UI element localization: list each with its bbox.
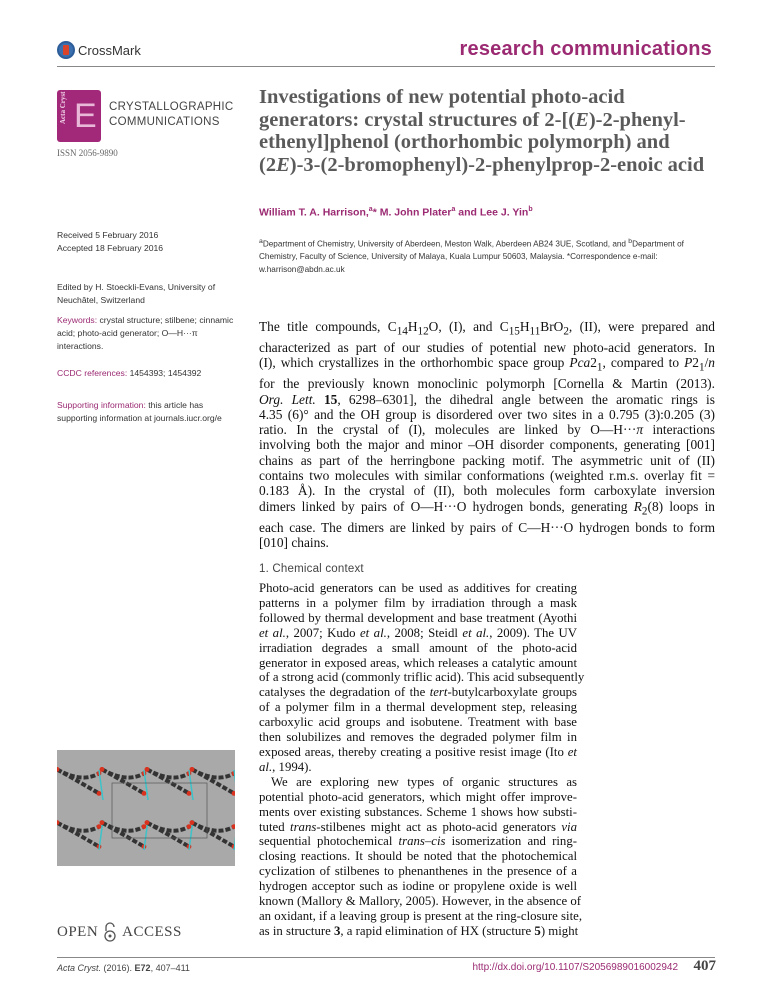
text-run: )-2-phenyl- xyxy=(588,108,686,131)
text-run: a xyxy=(259,238,263,245)
oxygen-atom xyxy=(142,791,147,796)
text-line xyxy=(259,581,577,596)
text-run: E xyxy=(276,153,290,176)
text-line xyxy=(259,131,719,154)
text-line xyxy=(259,775,577,790)
text-run: then solubilizes and removes the degraded polymer film in xyxy=(259,730,577,745)
text-run: sequential photochemical xyxy=(259,834,399,849)
doi-link[interactable]: http://dx.doi.org/10.1107/S2056989016002942 xyxy=(472,962,678,973)
journal-logo xyxy=(57,90,101,142)
text-run: π xyxy=(636,422,644,438)
text-run: characterized as part of our studies of potential new photo-acid generators. In xyxy=(259,339,715,355)
body-text xyxy=(259,581,585,939)
text-line xyxy=(259,834,577,849)
text-line xyxy=(259,656,577,671)
text-run: 2 xyxy=(563,325,569,338)
text-run: * M. John Plater xyxy=(372,206,452,219)
text-run: followed by thermal development and base treatment (Ayothi xyxy=(259,610,577,625)
text-run: hydrogen acceptor such as iodine or propylene oxide is well xyxy=(259,879,577,894)
text-line xyxy=(259,894,582,909)
text-run: , compared to xyxy=(602,355,685,371)
text-line xyxy=(259,86,719,109)
abstract xyxy=(259,319,715,550)
text-run: 2 xyxy=(590,355,597,371)
text-run: Org. Lett. xyxy=(259,391,316,407)
citation xyxy=(57,963,190,973)
text-run: et al. xyxy=(259,625,286,640)
oxygen-atom xyxy=(100,767,105,772)
crossmark-label: CrossMark xyxy=(78,42,141,58)
logo-side-text: Acta Cryst xyxy=(59,91,67,124)
text-run: Department of Chemistry, University of Aberdeen, Meston Walk, Aberdeen AB24 3UE, Scotland, and xyxy=(262,239,629,249)
text-run: ) might xyxy=(540,923,579,938)
text-run: known (Mallory & Mallory, 2005). However, in the absence of xyxy=(259,894,582,909)
text-run: via xyxy=(561,819,577,834)
article-title xyxy=(259,86,719,176)
text-run: ethenyl]phenol (orthorhombic polymorph) and xyxy=(259,131,670,154)
text-line xyxy=(259,407,715,422)
open-lock-icon xyxy=(103,922,117,942)
text-run: [010] chains. xyxy=(259,534,329,550)
text-line xyxy=(259,453,715,468)
text-line xyxy=(259,745,577,760)
text-run: 1 xyxy=(698,361,705,374)
text-run: a xyxy=(368,206,373,213)
oxygen-atom xyxy=(187,791,192,796)
text-run: )-3-(2-bromophenyl)-2-phenylprop-2-enoic acid xyxy=(289,153,705,176)
text-line xyxy=(259,670,585,685)
text-run: 15 xyxy=(508,325,520,338)
supporting-info xyxy=(57,399,243,425)
text-run: , 2007; Kudo xyxy=(285,625,360,640)
text-line xyxy=(259,154,719,177)
text-line xyxy=(259,535,715,550)
text-run: patterns in a polymer film by irradiation through a mask xyxy=(259,595,577,610)
text-run: Investigations of new potential photo-acid xyxy=(259,86,625,108)
text-line xyxy=(259,392,715,407)
oxygen-atom xyxy=(190,820,195,825)
text-run: tuted xyxy=(259,819,291,834)
text-run: R xyxy=(633,498,642,514)
molecule xyxy=(102,823,144,847)
text-run: -stilbenes might act as photo-acid generators xyxy=(316,819,562,834)
text-run: O, (I), and C xyxy=(428,319,509,334)
text-run: trans–cis xyxy=(398,834,446,849)
oxygen-atom xyxy=(145,767,150,772)
text-run: each case. The dimers are linked by pairs of C—H···O hydrogen bonds to form xyxy=(259,519,715,535)
text-line xyxy=(259,820,577,835)
text-run xyxy=(316,392,324,407)
text-run: b xyxy=(528,206,533,213)
text-line xyxy=(259,264,717,277)
text-run: for the previously known monoclinic polymorph [Cornella & Martin (2013). xyxy=(259,376,715,392)
text-run: of a strong acid (commonly triflic acid). This acid subsequently xyxy=(259,670,585,685)
text-line xyxy=(259,596,577,611)
oxygen-atom xyxy=(142,824,147,829)
text-run: an oxidant, if a leaving group is present at the ring-closure site, xyxy=(259,908,583,923)
text-line xyxy=(259,483,715,498)
text-run: William T. A. Harrison, xyxy=(259,206,369,219)
text-line xyxy=(259,626,577,641)
received-date: Received 5 February 2016 xyxy=(57,230,159,240)
ccdc-label: CCDC references: xyxy=(57,368,128,378)
text-run: Photo-acid generators can be used as additives for creating xyxy=(259,581,577,595)
text-line xyxy=(259,468,715,483)
text-line xyxy=(259,376,715,391)
text-run: The title compounds, C xyxy=(259,319,397,334)
text-run: 12 xyxy=(417,325,429,338)
crystal-packing-figure xyxy=(57,750,235,866)
text-run: al. xyxy=(259,759,273,774)
header-rule xyxy=(57,66,715,67)
crystal-packing-image xyxy=(57,750,235,866)
text-run: w.harrison@abdn.ac.uk xyxy=(259,264,345,274)
supporting-info-text: this article has supporting information at journals.iucr.org/e xyxy=(57,400,222,423)
text-run: H xyxy=(519,319,530,334)
oxygen-atom xyxy=(97,791,102,796)
ccdc-references xyxy=(57,367,243,380)
molecule xyxy=(57,823,99,847)
text-line xyxy=(259,849,577,864)
text-run: Acta Cryst. xyxy=(57,963,102,973)
text-line xyxy=(259,790,577,805)
supporting-info-label[interactable]: Supporting information: xyxy=(57,400,146,410)
text-run: 2 xyxy=(641,505,648,518)
text-line xyxy=(259,700,577,715)
text-run: , 1994). xyxy=(272,759,312,774)
molecule xyxy=(147,823,189,847)
text-run: chains as part of the herringbone packing motif. The asymmetric unit of (II) xyxy=(259,452,715,468)
text-line xyxy=(259,499,715,520)
issn: ISSN 2056-9890 xyxy=(57,148,118,158)
text-run: BrO xyxy=(540,319,564,334)
text-run: 0.183 Å). In the crystal of (II), both molecules form carboxylate inversion xyxy=(259,483,715,499)
edited-by: Edited by H. Stoeckli-Evans, University of Neuchâtel, Switzerland xyxy=(57,282,216,305)
text-line xyxy=(259,611,577,626)
text-line xyxy=(259,422,715,437)
text-line xyxy=(259,685,577,700)
text-run: 4.35 (6)° and the OH group is disordered over two sites in a 0.795 (3):0.205 (3) xyxy=(259,406,715,422)
text-line xyxy=(259,805,577,820)
keywords-label: Keywords: xyxy=(57,315,98,325)
text-run: catalyses the degradation of the xyxy=(259,685,430,700)
text-run: tert xyxy=(429,685,448,700)
text-run: P xyxy=(684,355,693,371)
text-line xyxy=(259,355,715,376)
text-line xyxy=(259,715,577,730)
oxygen-atom xyxy=(187,824,192,829)
text-line xyxy=(259,236,717,251)
text-run: trans xyxy=(290,819,317,834)
crossmark-icon xyxy=(57,41,75,59)
text-run: contains two molecules with similar conformations (weighted r.m.s. overlay fit = xyxy=(259,468,715,484)
text-run: a xyxy=(451,206,456,213)
text-line xyxy=(259,908,583,924)
molecule xyxy=(192,823,234,847)
text-run: ments over existing substances. Scheme 1 shows how substi- xyxy=(259,804,577,819)
affiliations xyxy=(259,236,717,277)
text-run: , 2008; Steidl xyxy=(386,625,463,640)
accepted-date: Accepted 18 February 2016 xyxy=(57,242,164,253)
text-run: 2 xyxy=(692,355,699,371)
oxygen-atom xyxy=(232,824,235,829)
logo-letter: E xyxy=(74,97,97,135)
text-run: (I), which crystallizes in the orthorhombic space group xyxy=(259,355,570,371)
oxygen-atom xyxy=(190,767,195,772)
text-run: (8) loops in xyxy=(647,498,715,514)
oxygen-atom xyxy=(97,824,102,829)
text-run: Chemistry, Faculty of Science, University of Malaya, Kuala Lumpur 50603, Malaysia. *Correspondence e-mail: xyxy=(259,252,658,262)
keywords xyxy=(57,314,243,352)
text-run: E xyxy=(575,108,589,131)
text-run: , (II), were prepared and xyxy=(568,319,715,334)
text-run: ratio. In the crystal of (I), molecules are linked by O—H··· xyxy=(259,422,637,438)
text-run: of a polymer film in a thermal development step, releasing xyxy=(259,700,577,715)
text-run: , 407–411 xyxy=(150,963,190,973)
journal-name xyxy=(109,100,234,130)
text-line xyxy=(259,520,715,535)
ccdc-text: 1454393; 1454392 xyxy=(127,368,202,378)
text-run: carboxylic acid groups and isobutene. Treatment with base xyxy=(259,715,577,730)
authors xyxy=(259,206,533,219)
text-run: generator in exposed areas, which releases a catalytic amount xyxy=(259,655,577,670)
text-run: 5 xyxy=(534,923,541,938)
molecule xyxy=(147,769,189,793)
text-line xyxy=(259,340,715,355)
journal-name-line: CRYSTALLOGRAPHIC xyxy=(109,101,234,113)
text-run: isomerization and ring- xyxy=(445,834,577,849)
text-run: et al. xyxy=(462,625,490,640)
text-run: Pca xyxy=(569,355,591,371)
molecule xyxy=(102,769,144,793)
text-run: et al. xyxy=(359,625,387,640)
crossmark-badge[interactable] xyxy=(57,41,141,59)
text-run: involving both the major and minor –OH disorder components, generating [001] xyxy=(259,437,715,453)
footer-rule xyxy=(57,957,715,958)
journal-name-line: COMMUNICATIONS xyxy=(109,116,220,128)
keywords-text: crystal structure; stilbene; cinnamic acid; photo-acid generator; O—H···π interactions. xyxy=(57,315,234,351)
text-run: interactions xyxy=(643,422,715,438)
text-run: E72 xyxy=(134,963,151,973)
text-line xyxy=(259,109,719,132)
oxygen-atom xyxy=(145,820,150,825)
text-run: 11 xyxy=(529,325,541,338)
text-run: -butylcarboxylate groups xyxy=(447,685,577,700)
text-run: 3 xyxy=(333,923,341,938)
section-heading: 1. Chemical context xyxy=(259,563,364,575)
text-run: exposed areas, thereby creating a positive resist image (Ito xyxy=(259,744,568,759)
text-run: as in structure xyxy=(259,923,334,938)
text-line xyxy=(259,924,577,939)
text-line xyxy=(259,251,717,264)
dates xyxy=(57,229,243,255)
molecule xyxy=(57,769,99,793)
text-line xyxy=(259,206,533,219)
oxygen-atom xyxy=(100,820,105,825)
text-line xyxy=(259,730,577,745)
text-run: 1 xyxy=(596,361,603,374)
text-line xyxy=(259,319,715,340)
open-label: OPEN xyxy=(57,923,99,940)
text-line xyxy=(259,437,715,452)
text-run: 14 xyxy=(396,325,408,338)
text-run: Department of xyxy=(632,239,684,249)
text-run: closing reactions. It should be noted that the photochemical xyxy=(259,849,577,864)
series-title: research communications xyxy=(459,38,712,60)
text-line xyxy=(259,641,577,656)
access-label: ACCESS xyxy=(122,923,182,940)
text-run: (2 xyxy=(259,153,277,176)
text-run: dimers linked by pairs of O—H···O hydrogen bonds, generating xyxy=(259,498,634,514)
text-run: H xyxy=(407,319,418,334)
text-run: / xyxy=(704,355,709,371)
page-number: 407 xyxy=(693,958,716,974)
text-run: generators: crystal structures of 2-[( xyxy=(259,108,576,131)
text-run: , a rapid elimination of HX (structure xyxy=(340,923,535,938)
text-run: b xyxy=(628,238,633,245)
text-run: et xyxy=(567,744,577,759)
open-access-badge xyxy=(57,922,182,942)
text-line xyxy=(259,760,577,775)
text-run: , 2009). The UV xyxy=(489,625,577,640)
text-run: (2016). xyxy=(101,963,135,973)
text-run: and Lee J. Yin xyxy=(455,206,529,219)
text-run: cyclization of stilbenes to phenanthenes in the presence of a xyxy=(259,864,577,879)
text-run: We are exploring new types of organic structures as xyxy=(271,774,577,789)
text-line xyxy=(259,864,577,879)
text-line xyxy=(259,879,577,894)
molecule xyxy=(192,769,234,793)
text-run: irradiation degrades a small amount of the photo-acid xyxy=(259,640,577,655)
text-run: 15 xyxy=(323,391,338,407)
text-run: potential photo-acid generators, which might offer improve- xyxy=(259,789,577,804)
text-run: n xyxy=(708,355,715,371)
text-run: , 6298–6301], the dihedral angle between the aromatic rings is xyxy=(337,391,715,407)
